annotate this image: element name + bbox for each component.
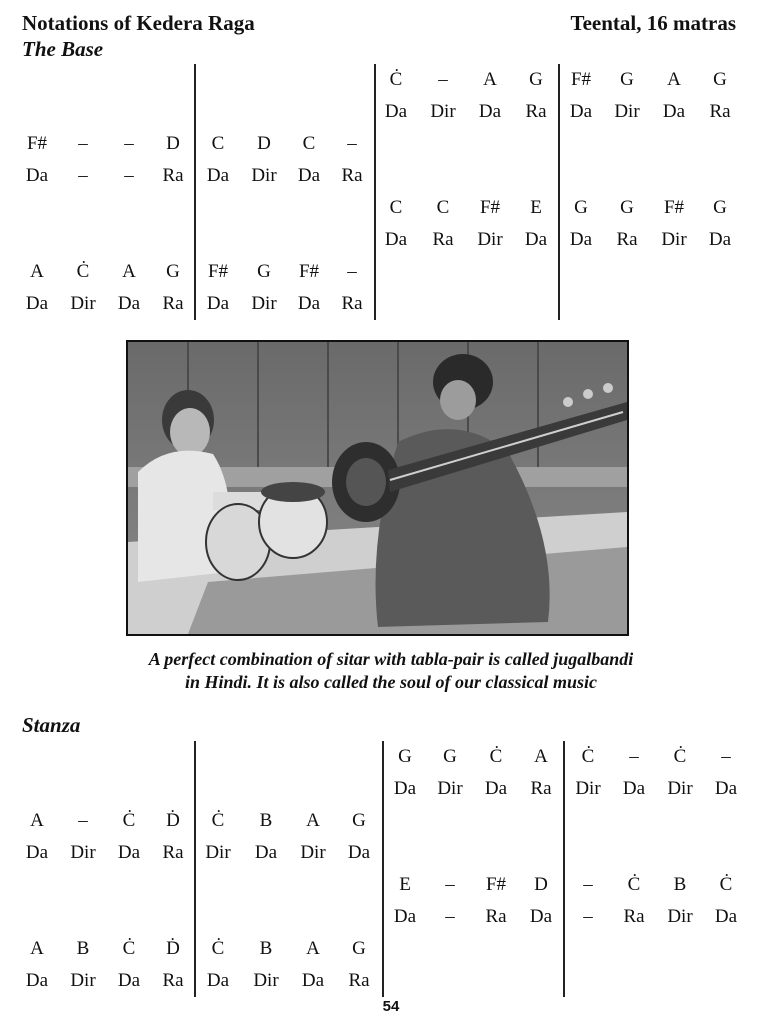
bol-syllable: Da: [393, 778, 417, 799]
bol-syllable: Da: [529, 906, 553, 927]
bol-syllable: Da: [297, 293, 321, 314]
jugalbandi-photo: [126, 340, 629, 636]
bol-syllable: Dir: [253, 970, 279, 991]
swar-note: –: [721, 746, 731, 767]
bol-syllable: Da: [662, 101, 686, 122]
swar-note: –: [78, 133, 88, 154]
bol-syllable: Dir: [251, 165, 277, 186]
swar-note: C: [302, 133, 316, 154]
swar-note: F#: [26, 133, 48, 154]
bol-syllable: Dir: [430, 101, 456, 122]
swar-note: G: [398, 746, 412, 767]
bol-syllable: Da: [25, 165, 49, 186]
bol-syllable: Ra: [341, 165, 363, 186]
bol-syllable: Dir: [251, 293, 277, 314]
swar-note: B: [76, 938, 90, 959]
bol-syllable: Dir: [575, 778, 601, 799]
bol-syllable: Da: [384, 229, 408, 250]
stanza-notation-table: [22, 741, 752, 997]
bol-syllable: Da: [25, 970, 49, 991]
bol-syllable: Da: [206, 970, 230, 991]
swar-note: –: [438, 69, 448, 90]
bol-syllable: Da: [714, 778, 738, 799]
swar-note: E: [399, 874, 411, 895]
swar-note: F#: [485, 874, 507, 895]
swar-note: F#: [663, 197, 685, 218]
bol-syllable: Da: [206, 165, 230, 186]
stanza-heading: Stanza: [22, 713, 81, 737]
bol-syllable: Dir: [667, 778, 693, 799]
bol-syllable: Ra: [530, 778, 552, 799]
bol-syllable: Dir: [205, 842, 231, 863]
swar-note: –: [445, 874, 455, 895]
bol-syllable: Dir: [477, 229, 503, 250]
swar-note: Ċ: [389, 69, 403, 90]
bol-syllable: Da: [117, 842, 141, 863]
swar-note: –: [629, 746, 639, 767]
bol-syllable: Da: [393, 906, 417, 927]
bol-syllable: Dir: [70, 970, 96, 991]
taal-label: Teental, 16 matras: [570, 11, 736, 35]
swar-note: G: [257, 261, 271, 282]
bol-syllable: –: [124, 165, 134, 186]
swar-note: Ċ: [719, 874, 733, 895]
swar-note: –: [347, 133, 357, 154]
bol-syllable: Ra: [525, 101, 547, 122]
bol-syllable: Da: [622, 778, 646, 799]
swar-note: Ċ: [581, 746, 595, 767]
photo-caption-line-1: A perfect combination of sitar with tabla-pair is called jugalbandi: [148, 649, 634, 669]
bol-syllable: Da: [484, 778, 508, 799]
bol-syllable: Dir: [70, 293, 96, 314]
bol-syllable: Da: [25, 293, 49, 314]
bol-syllable: Da: [254, 842, 278, 863]
swar-note: F#: [570, 69, 592, 90]
bol-syllable: Ra: [162, 293, 184, 314]
swar-note: –: [78, 810, 88, 831]
swar-note: G: [574, 197, 588, 218]
swar-note: Ċ: [627, 874, 641, 895]
bol-syllable: Da: [301, 970, 325, 991]
bol-syllable: Da: [297, 165, 321, 186]
swar-note: D: [534, 874, 548, 895]
swar-note: G: [620, 197, 634, 218]
swar-note: F#: [479, 197, 501, 218]
bol-syllable: Da: [206, 293, 230, 314]
bol-syllable: Ra: [616, 229, 638, 250]
swar-note: G: [620, 69, 634, 90]
bol-syllable: Ra: [485, 906, 507, 927]
bol-syllable: Da: [384, 101, 408, 122]
swar-note: D: [166, 133, 180, 154]
bol-syllable: Da: [708, 229, 732, 250]
swar-note: –: [124, 133, 134, 154]
bol-syllable: Ra: [709, 101, 731, 122]
swar-note: A: [306, 938, 320, 959]
bol-syllable: Da: [25, 842, 49, 863]
swar-note: G: [166, 261, 180, 282]
base-heading: The Base: [22, 37, 104, 61]
swar-note: G: [713, 69, 727, 90]
swar-note: A: [30, 938, 44, 959]
swar-note: –: [347, 261, 357, 282]
swar-note: A: [30, 261, 44, 282]
bol-syllable: Da: [478, 101, 502, 122]
swar-note: Ċ: [122, 810, 136, 831]
bol-syllable: Ra: [162, 842, 184, 863]
swar-note: A: [306, 810, 320, 831]
swar-note: F#: [207, 261, 229, 282]
swar-note: A: [122, 261, 136, 282]
photo-caption-line-2: in Hindi. It is also called the soul of our classical music: [184, 672, 598, 692]
bol-syllable: –: [583, 906, 593, 927]
swar-note: A: [534, 746, 548, 767]
swar-note: Ḋ: [166, 938, 180, 959]
bol-syllable: Da: [569, 101, 593, 122]
bol-syllable: Ra: [162, 165, 184, 186]
bol-syllable: Da: [569, 229, 593, 250]
bol-syllable: Dir: [437, 778, 463, 799]
swar-note: Ċ: [211, 938, 225, 959]
swar-note: G: [713, 197, 727, 218]
bol-syllable: Ra: [341, 293, 363, 314]
swar-note: Ċ: [122, 938, 136, 959]
bol-syllable: Dir: [70, 842, 96, 863]
swar-note: Ċ: [673, 746, 687, 767]
bol-syllable: Dir: [300, 842, 326, 863]
swar-note: C: [389, 197, 403, 218]
swar-note: C: [436, 197, 450, 218]
bol-syllable: Ra: [623, 906, 645, 927]
swar-note: B: [259, 810, 273, 831]
bol-syllable: –: [78, 165, 88, 186]
swar-note: G: [529, 69, 543, 90]
swar-note: E: [530, 197, 542, 218]
swar-note: A: [483, 69, 497, 90]
bol-syllable: Da: [117, 293, 141, 314]
swar-note: A: [30, 810, 44, 831]
bol-syllable: Dir: [661, 229, 687, 250]
swar-note: G: [443, 746, 457, 767]
swar-note: G: [352, 810, 366, 831]
swar-note: B: [673, 874, 687, 895]
swar-note: –: [583, 874, 593, 895]
swar-note: Ċ: [489, 746, 503, 767]
page-number: 54: [382, 998, 400, 1015]
bol-syllable: Ra: [432, 229, 454, 250]
bol-syllable: –: [445, 906, 455, 927]
bol-syllable: Da: [714, 906, 738, 927]
bol-syllable: Da: [524, 229, 548, 250]
bol-syllable: Da: [117, 970, 141, 991]
swar-note: A: [667, 69, 681, 90]
swar-note: Ḋ: [166, 810, 180, 831]
swar-note: D: [257, 133, 271, 154]
swar-note: G: [352, 938, 366, 959]
page-title: Notations of Kedera Raga: [22, 11, 255, 35]
bol-syllable: Ra: [348, 970, 370, 991]
swar-note: F#: [298, 261, 320, 282]
bol-syllable: Dir: [667, 906, 693, 927]
base-notation-table: [22, 64, 752, 320]
swar-note: Ċ: [211, 810, 225, 831]
bol-syllable: Da: [347, 842, 371, 863]
swar-note: B: [259, 938, 273, 959]
swar-note: Ċ: [76, 261, 90, 282]
bol-syllable: Dir: [614, 101, 640, 122]
swar-note: C: [211, 133, 225, 154]
bol-syllable: Ra: [162, 970, 184, 991]
